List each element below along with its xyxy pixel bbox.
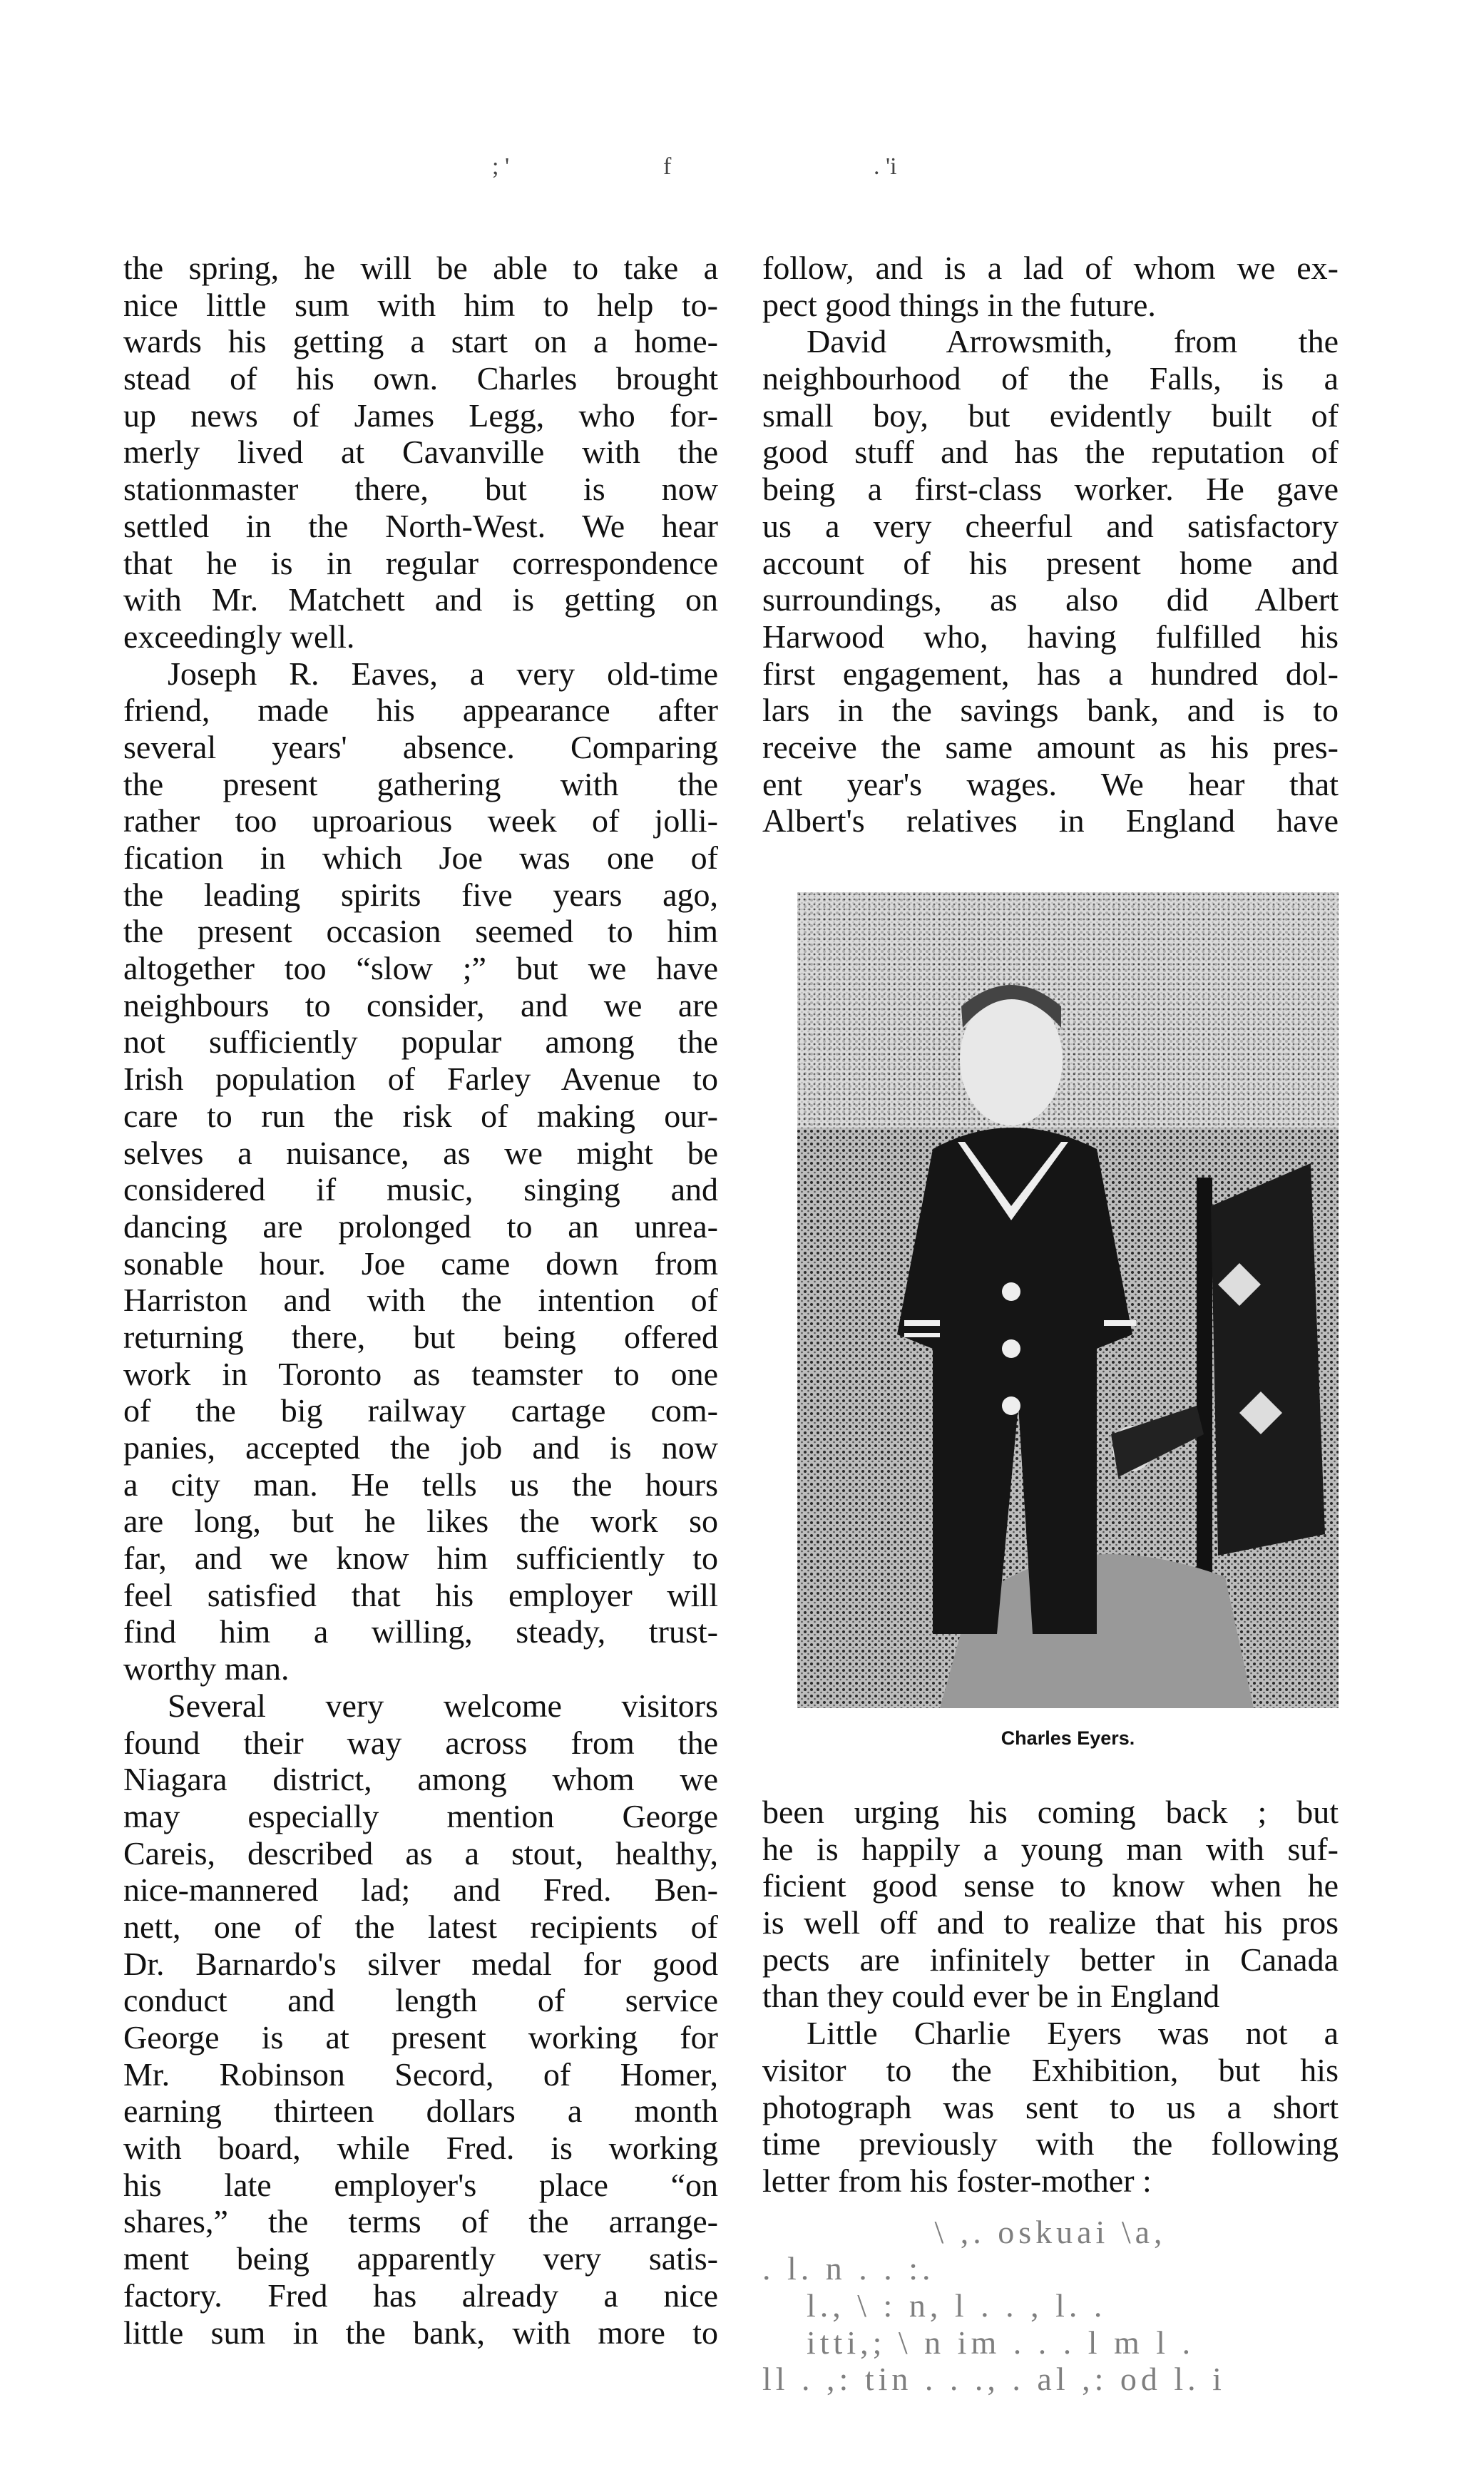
text-line: account of his present home and <box>762 544 1339 581</box>
text-line: are long, but he likes the work so <box>123 1503 718 1540</box>
text-line: surroundings, as also did Albert <box>762 581 1339 618</box>
text-line: us a very cheerful and satisfactory <box>762 507 1339 544</box>
text-line: neighbours to consider, and we are <box>123 986 718 1023</box>
text-line: altogether too “slow ;” but we have <box>123 950 718 987</box>
text-line: wards his getting a start on a home- <box>123 323 718 360</box>
photo-caption: Charles Eyers. <box>1001 1727 1135 1749</box>
text-line: stead of his own. Charles brought <box>123 360 718 397</box>
text-line: several years' absence. Comparing <box>123 728 718 765</box>
text-line: ment being apparently very satis- <box>123 2240 718 2277</box>
text-line: receive the same amount as his pres- <box>762 728 1339 765</box>
text-line: ficient good sense to know when he <box>762 1867 1339 1904</box>
text-line: been urging his coming back ; but <box>762 1794 1339 1830</box>
page-marks-right: . 'i <box>874 153 897 180</box>
text-line: pects are infinitely better in Canada <box>762 1941 1339 1978</box>
text-line: Harriston and with the intention of <box>123 1282 718 1319</box>
text-line: he is happily a young man with suf- <box>762 1830 1339 1867</box>
text-line: nett, one of the latest recipients of <box>123 1908 718 1945</box>
text-line: with board, while Fred. is working <box>123 2130 718 2167</box>
text-line: Albert's relatives in England have <box>762 802 1339 839</box>
text-line: rather too uproarious week of jolli- <box>123 802 718 839</box>
text-line: that he is in regular correspondence <box>123 544 718 581</box>
text-line: not sufficiently popular among the <box>123 1023 718 1061</box>
text-line: the leading spirits five years ago, <box>123 876 718 913</box>
text-line: letter from his foster-mother : <box>762 2162 1152 2199</box>
text-line: neighbourhood of the Falls, is a <box>762 360 1339 397</box>
text-line: stationmaster there, but is now <box>123 471 718 508</box>
text-line: good stuff and has the reputation of <box>762 434 1339 471</box>
text-line: Dr. Barnardo's silver medal for good <box>123 1945 718 1982</box>
text-line: Careis, described as a stout, healthy, <box>123 1834 718 1871</box>
text-line: Niagara district, among whom we <box>123 1761 718 1798</box>
text-line: exceedingly well. <box>123 618 355 655</box>
text-line: earning thirteen dollars a month <box>123 2093 718 2130</box>
text-line: the present gathering with the <box>123 765 718 802</box>
text-line: care to run the risk of making our- <box>123 1097 718 1134</box>
text-line: Mr. Robinson Secord, of Homer, <box>123 2055 718 2093</box>
faded-letter-line: . l. n . . :. <box>762 2250 935 2287</box>
text-line: panies, accepted the job and is now <box>123 1429 718 1466</box>
text-line: Joseph R. Eaves, a very old-time <box>168 655 718 692</box>
text-line: work in Toronto as teamster to one <box>123 1355 718 1392</box>
text-line: up news of James Legg, who for- <box>123 397 718 434</box>
boy-in-sailor-suit-image <box>797 892 1339 1708</box>
text-line: friend, made his appearance after <box>123 692 718 729</box>
text-line: nice little sum with him to help to- <box>123 286 718 323</box>
text-line: ent year's wages. We hear that <box>762 765 1339 802</box>
text-line: a city man. He tells us the hours <box>123 1466 718 1503</box>
right-column-top <box>762 250 1339 839</box>
text-line: being a first-class worker. He gave <box>762 471 1339 508</box>
text-line: the spring, he will be able to take a <box>123 250 718 286</box>
text-line: returning there, but being offered <box>123 1318 718 1355</box>
text-line: pect good things in the future. <box>762 286 1156 323</box>
text-line: is well off and to realize that his pros <box>762 1904 1339 1941</box>
faded-letter-line: l., \ : n, l . . , l. . <box>807 2287 1107 2324</box>
text-line: factory. Fred has already a nice <box>123 2277 718 2314</box>
text-line: may especially mention George <box>123 1797 718 1834</box>
text-line: visitor to the Exhibition, but his <box>762 2051 1339 2088</box>
text-line: considered if music, singing and <box>123 1171 718 1208</box>
text-line: David Arrowsmith, from the <box>807 323 1339 360</box>
faded-letter-line: ll . ,: tin . . ., . al ,: od l. i <box>762 2361 1226 2398</box>
text-line: worthy man. <box>123 1650 290 1687</box>
text-line: George is at present working for <box>123 2019 718 2055</box>
text-line: Harwood who, having fulfilled his <box>762 618 1339 655</box>
text-line: photograph was sent to us a short <box>762 2088 1339 2125</box>
text-line: selves a nuisance, as we might be <box>123 1134 718 1171</box>
faded-letter-line: itti,; \ n im . . . l m l . <box>807 2324 1195 2361</box>
portrait-photo <box>797 892 1339 1708</box>
left-column <box>123 250 718 2351</box>
page-number-mark: f <box>663 153 672 180</box>
page-marks-left: ; ' <box>492 153 510 180</box>
text-line: far, and we know him sufficiently to <box>123 1540 718 1577</box>
text-line: nice-mannered lad; and Fred. Ben- <box>123 1871 718 1909</box>
text-line: his late employer's place “on <box>123 2166 718 2203</box>
text-line: settled in the North-West. We hear <box>123 507 718 544</box>
text-line: fication in which Joe was one of <box>123 839 718 876</box>
text-line: of the big railway cartage com- <box>123 1392 718 1429</box>
text-line: first engagement, has a hundred dol- <box>762 655 1339 692</box>
text-line: merly lived at Cavanville with the <box>123 434 718 471</box>
right-column-bottom <box>762 1794 1339 2398</box>
text-line: lars in the savings bank, and is to <box>762 692 1339 729</box>
text-line: the present occasion seemed to him <box>123 913 718 950</box>
text-line: find him a willing, steady, trust- <box>123 1613 718 1650</box>
text-line: with Mr. Matchett and is getting on <box>123 581 718 618</box>
text-line: found their way across from the <box>123 1724 718 1761</box>
text-line: little sum in the bank, with more to <box>123 2314 718 2351</box>
text-line: time previously with the following <box>762 2125 1339 2162</box>
text-line: dancing are prolonged to an unrea- <box>123 1207 718 1245</box>
text-line: Little Charlie Eyers was not a <box>807 2015 1339 2052</box>
text-line: sonable hour. Joe came down from <box>123 1245 718 1282</box>
text-line: feel satisfied that his employer will <box>123 1576 718 1613</box>
text-line: conduct and length of service <box>123 1982 718 2019</box>
text-line: small boy, but evidently built of <box>762 397 1339 434</box>
text-line: Several very welcome visitors <box>168 1687 718 1724</box>
text-line: than they could ever be in England <box>762 1978 1220 2015</box>
text-line: follow, and is a lad of whom we ex- <box>762 250 1339 286</box>
text-line: Irish population of Farley Avenue to <box>123 1061 718 1098</box>
faded-letter-line: \ ,. oskuai \a, <box>934 2213 1167 2250</box>
text-line: shares,” the terms of the arrange- <box>123 2203 718 2240</box>
